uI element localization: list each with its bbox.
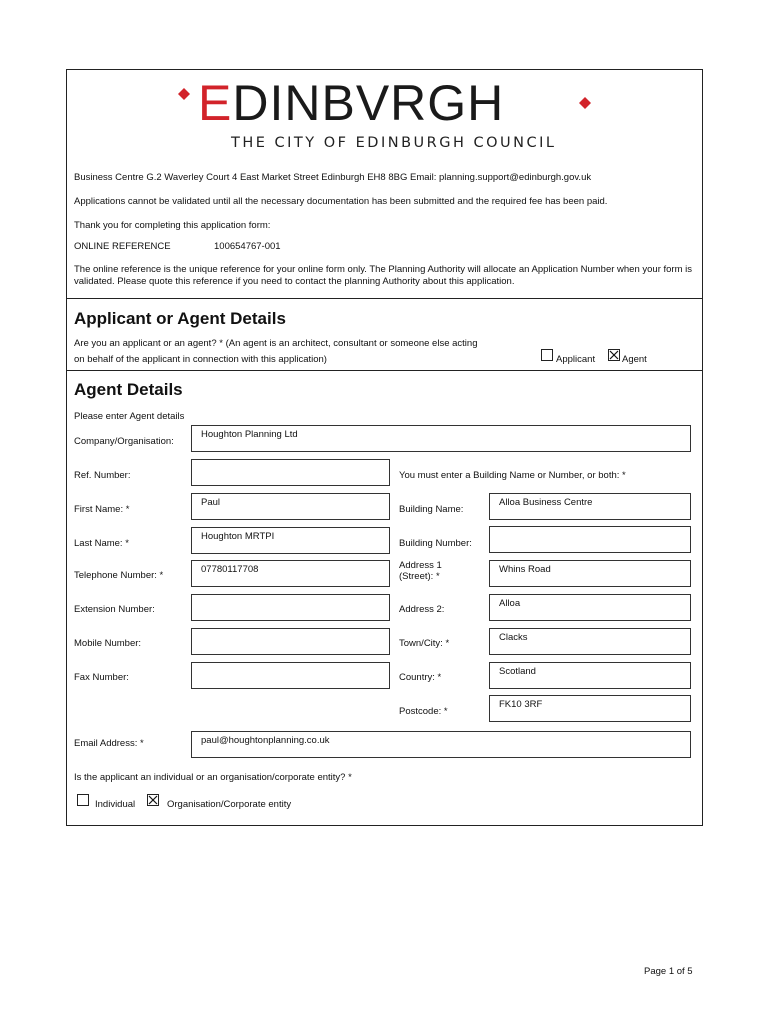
checked-x-icon	[148, 795, 158, 805]
telephone-field[interactable]	[191, 560, 390, 587]
section-divider-header	[66, 298, 703, 299]
online-ref-note: The online reference is the unique reference for your online form only. The Planning Authority will allocate an Application Number when your form is validated. Please quote this reference if you need to contact the planning Authority about this application.	[74, 264, 693, 287]
mobile-label: Mobile Number:	[74, 638, 142, 649]
council-logo-wordmark	[198, 75, 505, 131]
address2-label: Address 2:	[399, 604, 445, 615]
country-value: Scotland	[499, 666, 536, 677]
online-ref-value: 100654767-001	[214, 241, 281, 252]
town-field[interactable]	[489, 628, 691, 655]
country-field[interactable]	[489, 662, 691, 689]
address1-value: Whins Road	[499, 564, 551, 575]
fax-field[interactable]	[191, 662, 390, 689]
last-name-label: Last Name: *	[74, 538, 129, 549]
logo-letter-red: E	[198, 75, 233, 131]
thanks-line: Thank you for completing this application form:	[74, 220, 271, 231]
address1-label-line1: Address 1	[399, 560, 442, 571]
applicant-section-title: Applicant or Agent Details	[74, 309, 286, 328]
organisation-checkbox[interactable]	[147, 794, 159, 806]
town-value: Clacks	[499, 632, 528, 643]
address2-value: Alloa	[499, 598, 521, 609]
section-divider-applicant	[66, 370, 703, 371]
company-field[interactable]	[191, 425, 691, 452]
company-label: Company/Organisation:	[74, 436, 174, 447]
council-logo-subtitle: THE CITY OF EDINBURGH COUNCIL	[231, 135, 557, 151]
town-label: Town/City: *	[399, 638, 450, 649]
entity-question: Is the applicant an individual or an organisation/corporate entity? *	[74, 772, 352, 783]
applicant-checkbox[interactable]	[541, 349, 553, 361]
email-label: Email Address: *	[74, 738, 144, 749]
postcode-field[interactable]	[489, 695, 691, 722]
online-ref-label: ONLINE REFERENCE	[74, 241, 171, 252]
first-name-label: First Name: *	[74, 504, 130, 515]
fax-label: Fax Number:	[74, 672, 129, 683]
applicant-question-line2: on behalf of the applicant in connection with this application)	[74, 354, 327, 365]
agent-intro: Please enter Agent details	[74, 411, 185, 422]
applicant-question-line1: Are you an applicant or an agent? * (An agent is an architect, consultant or someone else acting	[74, 338, 478, 349]
first-name-field[interactable]	[191, 493, 390, 520]
agent-section-title: Agent Details	[74, 380, 183, 399]
agent-checkbox[interactable]	[608, 349, 620, 361]
logo-letters-rest: DINBVRGH	[232, 75, 505, 131]
building-name-value: Alloa Business Centre	[499, 497, 593, 508]
ref-number-field[interactable]	[191, 459, 390, 486]
email-field[interactable]	[191, 731, 691, 758]
first-name-value: Paul	[201, 497, 221, 508]
last-name-value: Houghton MRTPI	[201, 531, 275, 542]
company-value: Houghton Planning Ltd	[201, 429, 298, 440]
address2-field[interactable]	[489, 594, 691, 621]
validation-notice: Applications cannot be validated until all the necessary documentation has been submitted and the required fee has been paid.	[74, 196, 608, 207]
email-value: paul@houghtonplanning.co.uk	[201, 735, 330, 746]
telephone-value: 07780117708	[201, 564, 259, 575]
contact-line: Business Centre G.2 Waverley Court 4 East Market Street Edinburgh EH8 8BG Email: planning.support@edinburgh.gov.uk	[74, 172, 592, 183]
individual-checkbox[interactable]	[77, 794, 89, 806]
building-name-field[interactable]	[489, 493, 691, 520]
extension-label: Extension Number:	[74, 604, 155, 615]
building-number-label: Building Number:	[399, 538, 472, 549]
telephone-label: Telephone Number: *	[74, 570, 164, 581]
last-name-field[interactable]	[191, 527, 390, 554]
ref-number-label: Ref. Number:	[74, 470, 131, 481]
individual-option-label: Individual	[95, 799, 136, 810]
mobile-field[interactable]	[191, 628, 390, 655]
applicant-option-label: Applicant	[556, 354, 596, 365]
extension-field[interactable]	[191, 594, 390, 621]
building-number-field[interactable]	[489, 526, 691, 553]
organisation-option-label: Organisation/Corporate entity	[167, 799, 292, 810]
postcode-label: Postcode: *	[399, 706, 448, 717]
page-number: Page 1 of 5	[644, 966, 693, 977]
diamond-right-icon	[579, 96, 591, 108]
agent-option-label: Agent	[622, 354, 647, 365]
building-note: You must enter a Building Name or Number, or both: *	[399, 470, 626, 481]
address1-field[interactable]	[489, 560, 691, 587]
country-label: Country: *	[399, 672, 442, 683]
diamond-left-icon	[178, 87, 190, 99]
postcode-value: FK10 3RF	[499, 699, 543, 710]
checked-x-icon	[609, 350, 619, 360]
address1-label-line2: (Street): *	[399, 571, 440, 582]
building-name-label: Building Name:	[399, 504, 464, 515]
